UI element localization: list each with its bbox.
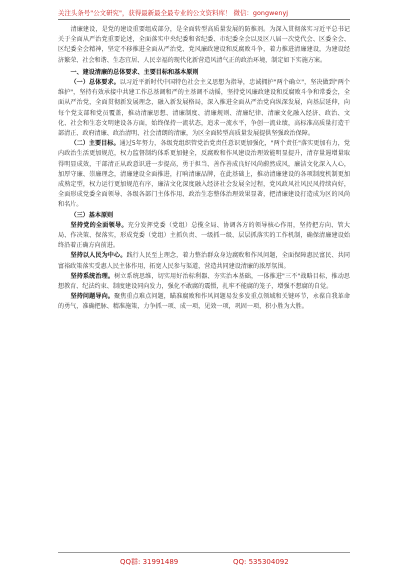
page-footer	[58, 556, 350, 568]
subsection-heading: （三）基本原则	[70, 211, 114, 219]
paragraph-lead: 坚持系统治理。	[70, 272, 115, 280]
paragraph-main-goals	[58, 139, 350, 210]
paragraph-lead: （二）主要目标。	[70, 140, 120, 148]
paragraph-lead: 坚持以人民为中心。	[70, 252, 127, 260]
paragraph-lead: 坚持问题导向。	[70, 293, 114, 301]
footer-qq-number: QQ: 535304092	[233, 558, 289, 566]
header-banner: 关注头条号"公文研究"，获得最新最全最专业的公文资料库！ 微信：gongwenyj	[58, 9, 289, 17]
paragraph-problem-oriented	[58, 292, 350, 312]
paragraph-text: 树立系统思维，切实用好治标利器、夯实治本基础，一体推进"三不"战略目标，推动思想教育、纪法约束、制度建设同向发力，强化不敢腐的震慑，扎牢不能腐的笼子，增强不想腐的自觉。	[58, 272, 351, 291]
paragraph-text: 聚焦重点难点问题，瞄准腐败和作风问题易发多发重点领域和关键环节，永葆自我革命的勇气，准确把脉、精准施策，力争抓一项、成一项，见效一项，巩固一项，积小胜为大胜。	[58, 293, 351, 311]
paragraph-people-centered	[58, 251, 350, 271]
paragraph-text: 以习近平新时代中国特色社会主义思想为指导，忠诚拥护"两个确立"，坚决做到"两个维护"，坚持有效承接中共建工作总基调和严的主基调不动摇，坚持党风廉政建设和反腐败斗争和常委会，全面从严治党，全面贯彻新发展理念，融入新发展格局，深入推进全面从严治党向纵深发展，向基层延伸，向每个党支部和党员覆盖，推动清廉思想、清廉制度、清廉规则、清廉纪律、清廉文化融入经济、政治、文化、社会和生态文明建设各方面，始终保持一流状态，追求一流水平，争创一流业绩，高标准高质量打造干部清正、政府清廉、政治清明、社会清朗的清廉，为区全面转型高质量发展提供坚强政治保障。	[58, 79, 350, 138]
intro-paragraph: 清廉建设，是党的建设重要组成部分，是全面转型高质量发展的防推剂。为深入贯彻落实习近平总书记关于全面从严治党重要论述，全面落实中央纪委和省纪委、市纪委全会以及区八届一次党代会、区委全会、区纪委全会精神，坚定不移推进全面从严治党、党风廉政建设和反腐败斗争，着力推进清廉建设，为建设经济繁荣、社会和谐、生态宜居、人民幸福的现代化新营造风清气正的政治环境，制定如下实施方案。	[58, 26, 350, 64]
footer-divider	[58, 552, 350, 553]
paragraph-text: 充分发挥党委（党组）总揽全局、协调各方的领导核心作用，坚持把方向、管大局、作决策、保落实，形成党委（党组）主抓负责、一级抓一级、层层抓落实的工作机制，确保清廉建设始终沿着正确方向前进。	[58, 221, 351, 250]
section-heading: 一、建设清廉的总体要求、主要目标和基本原则	[70, 68, 199, 76]
paragraph-lead: （一）总体要求。	[70, 79, 120, 87]
header-divider	[58, 19, 350, 20]
paragraph-lead: 坚持党的全面领导。	[70, 221, 128, 229]
document-body	[58, 25, 350, 313]
paragraph-overall-requirements	[58, 78, 350, 139]
paragraph-text: 践行人民至上理念，着力整治群众身边腐败和作风问题，全面保障惠民富民、共同富裕政策落实受惠人民主体作用，拓宽人民参与渠道，营造共同建设清廉的浓厚氛围。	[58, 252, 351, 270]
paragraph-systematic-governance	[58, 272, 350, 292]
footer-qq-group: QQ群: 31991489	[120, 558, 179, 566]
paragraph-party-leadership	[58, 221, 350, 252]
paragraph-text: 通过5年努力，各级党组织管党治党责任意识更加强化，"两个责任"落实更加有力，党内政治生活更加规范，权力监督制约体系更加健全，反腐败和作风建设治理效能明显提升，清存量遏增量取得明显成效，干部清正从政意识进一步提高，勇于担当、善作善成良好风尚蔚然成风，廉洁文化深入人心，加厚守廉、崇廉理念，清廉建设全面推进，打响清廉品牌，在此基础上，推动清廉建设的各项制度机制更加成熟定型，权力运行更加规范有序，廉洁文化深度融入经济社会发展全过程，党风政风社风民风持续向好，全面形成党委全面领导、各级各部门主体作用、政治生态整体治理效果显著，把清廉建设打造成为区的风尚和名片。	[58, 140, 351, 209]
